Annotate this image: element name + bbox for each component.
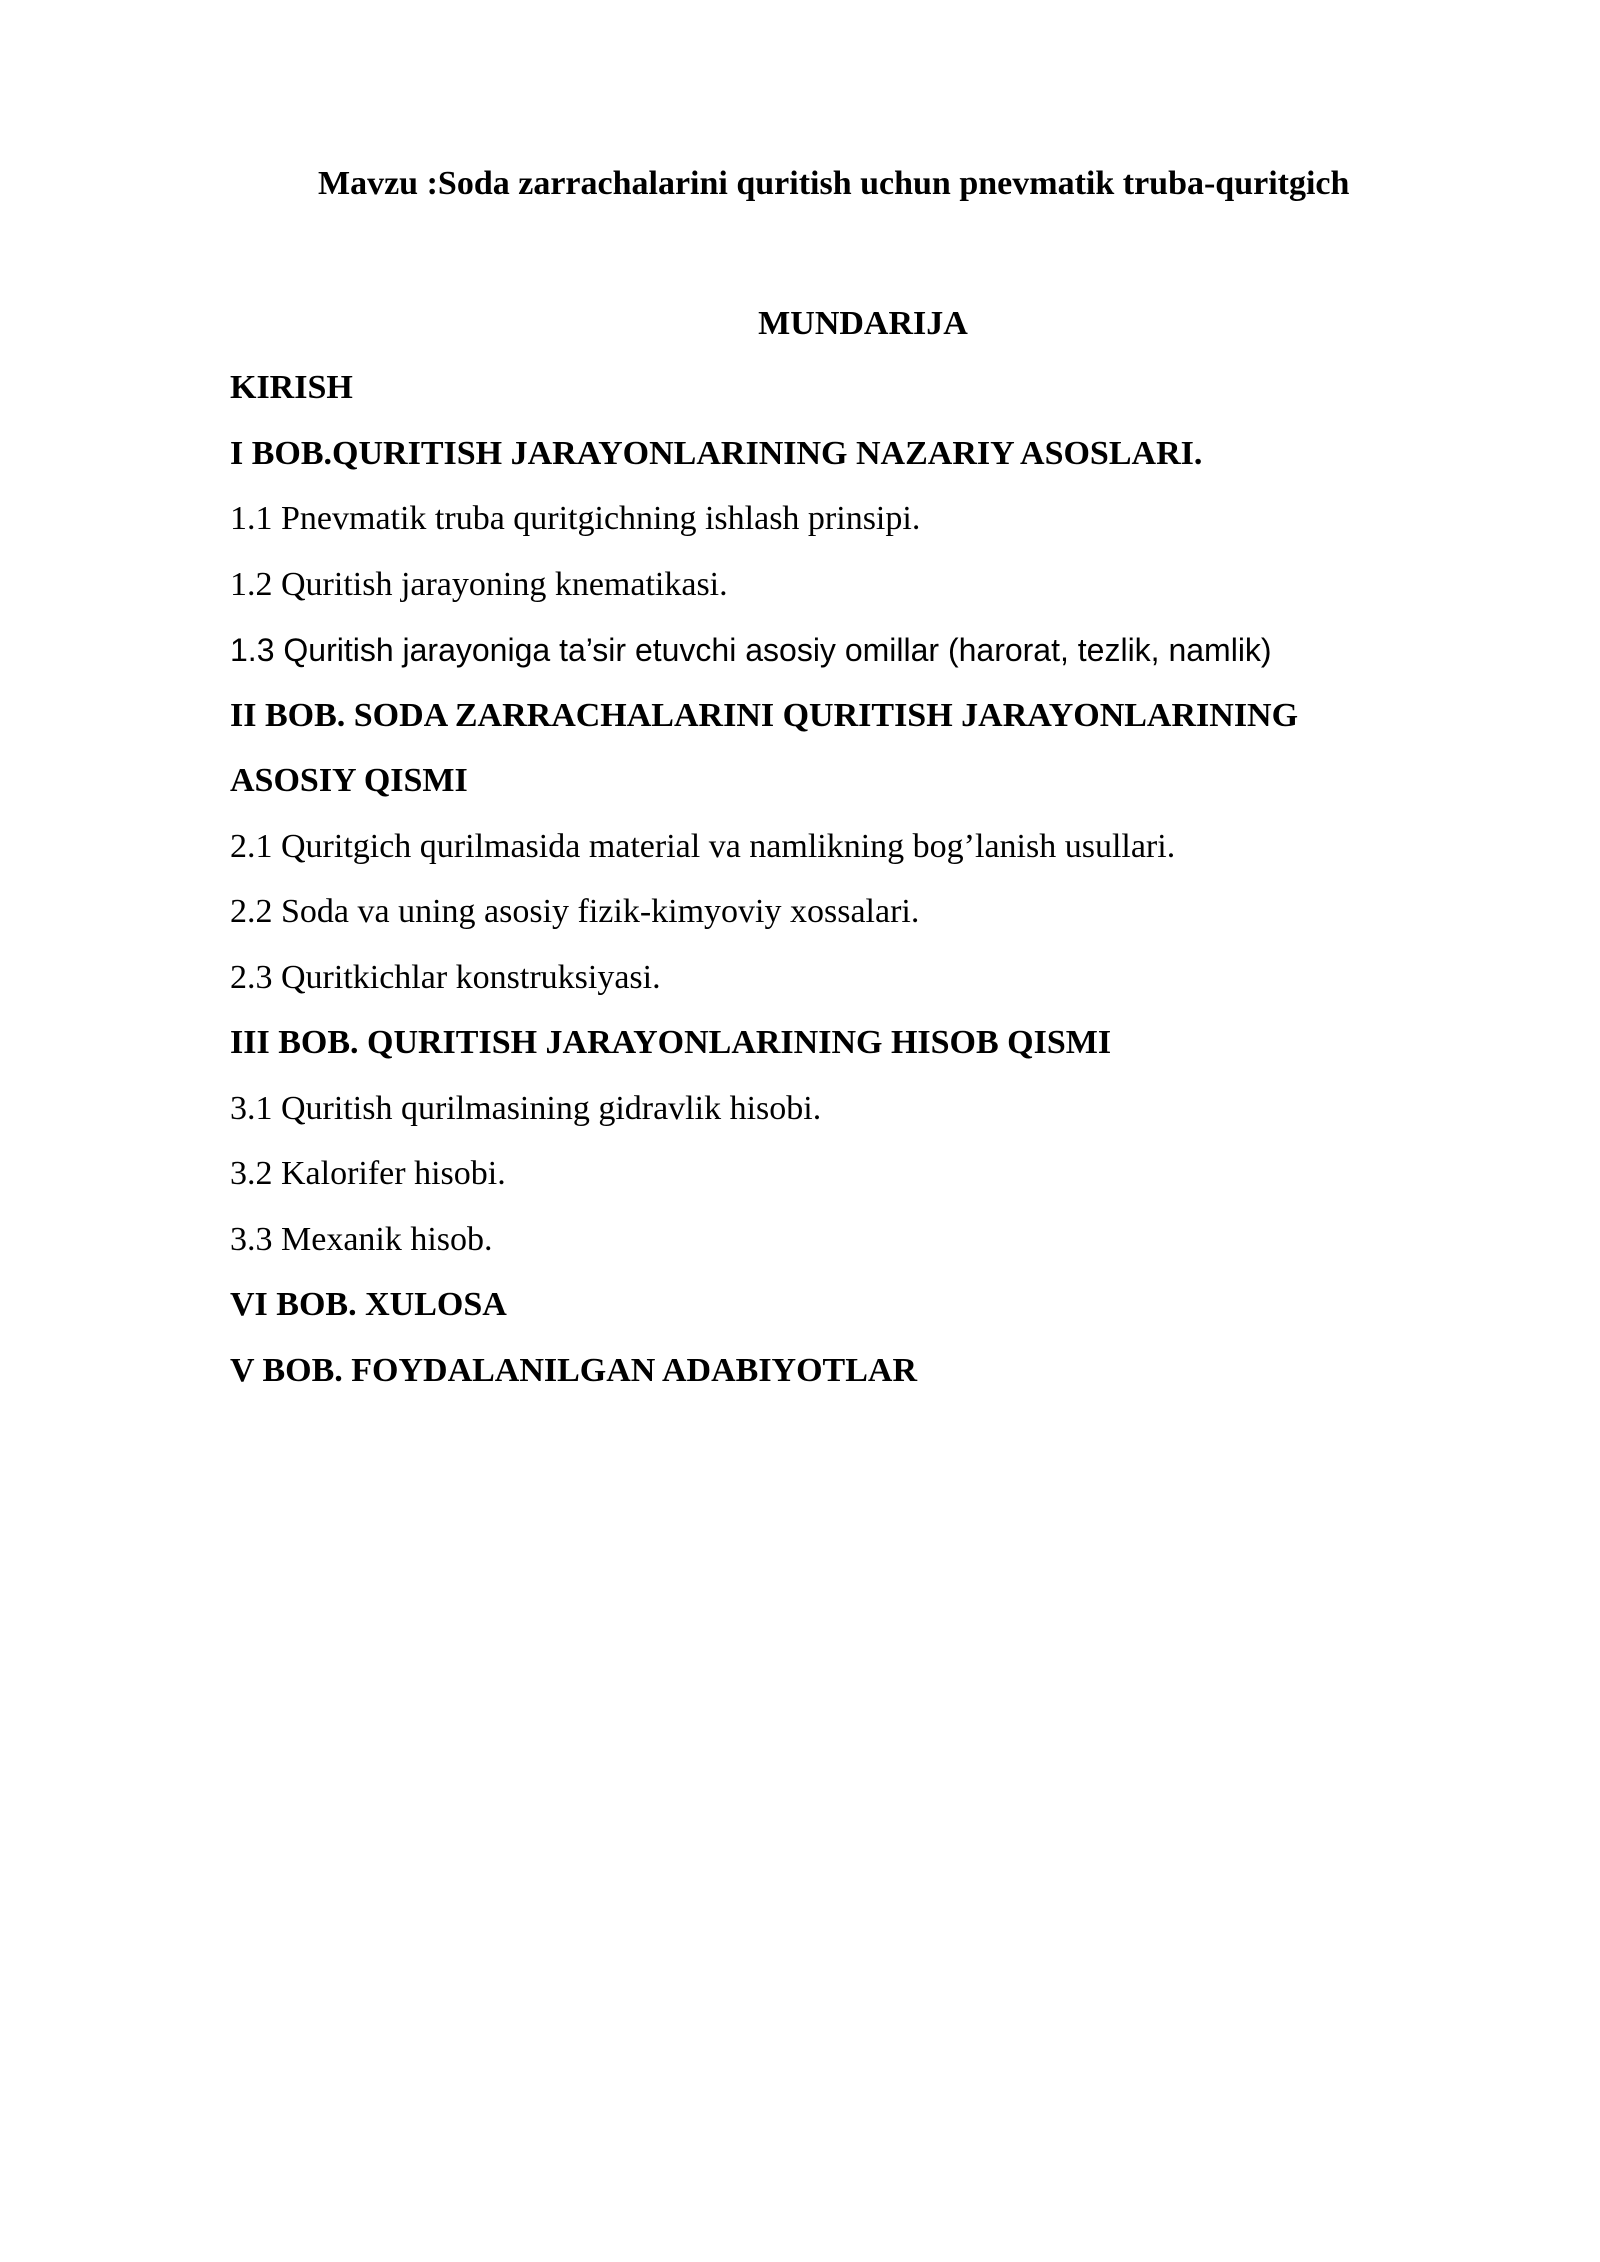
toc-item: 3.1 Quritish qurilmasining gidravlik hisobi. [230,1089,822,1127]
toc-item: 2.1 Quritgich qurilmasida material va namlikning bog’lanish usullari. [230,827,1176,865]
toc-item: KIRISH [230,369,353,406]
toc-item: II BOB. SODA ZARRACHALARINI QURITISH JARAYONLARINING [230,696,1299,734]
toc-item: 3.2 Kalorifer hisobi. [230,1155,506,1192]
toc-item: VI BOB. XULOSA [230,1286,507,1323]
toc-item: 2.2 Soda va uning asosiy fizik-kimyoviy xossalari. [230,893,920,930]
toc-item: I BOB.QURITISH JARAYONLARINING NAZARIY ASOSLARI. [230,434,1203,472]
toc-item: 3.3 Mexanik hisob. [230,1220,493,1258]
toc-item: 1.3 Quritish jarayoniga ta’sir etuvchi asosiy omillar (harorat, tezlik, namlik) [230,632,1272,668]
toc-item: III BOB. QURITISH JARAYONLARINING HISOB QISMI [230,1024,1112,1061]
toc-item: ASOSIY QISMI [230,762,468,799]
toc-item: 1.1 Pnevmatik truba quritgichning ishlash prinsipi. [230,500,921,537]
toc-item: 1.2 Quritish jarayoning knematikasi. [230,565,728,603]
contents-title: MUNDARIJA [758,305,968,342]
toc-item: V BOB. FOYDALANILGAN ADABIYOTLAR [230,1351,918,1389]
table-of-contents [230,362,1480,1410]
toc-item: 2.3 Quritkichlar konstruksiyasi. [230,958,661,996]
document-topic: Mavzu :Soda zarrachalarini quritish uchun pnevmatik truba-quritgich [318,165,1350,202]
